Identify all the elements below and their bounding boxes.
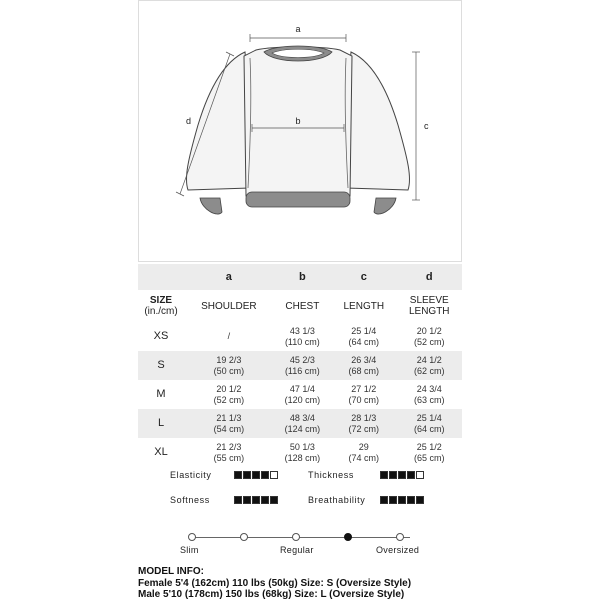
measurement-cm: (52 cm): [413, 336, 445, 347]
measure-a-label: a: [295, 24, 301, 34]
measurement-inches: 20 1/2: [216, 383, 242, 394]
rating-box-filled: [380, 471, 388, 479]
measurement-cm: (64 cm): [348, 336, 380, 347]
fit-scale: [176, 530, 436, 556]
header-chest: CHEST: [285, 300, 320, 312]
table-row: [138, 322, 462, 351]
fit-dot: [188, 533, 196, 541]
model-info-title: MODEL INFO:: [138, 566, 204, 577]
rating-box-filled: [389, 496, 397, 504]
measurement-cell: [397, 322, 463, 351]
table-corner: [138, 264, 184, 290]
size-header: [138, 290, 184, 322]
table-header-letters: [138, 264, 462, 290]
size-header-title: SIZE: [149, 295, 173, 306]
header-sleeve-length: SLEEVE LENGTH: [408, 295, 450, 317]
header-length: LENGTH: [343, 300, 385, 312]
rating-box-filled: [270, 496, 278, 504]
attr-breathability: [308, 495, 424, 505]
measurement-inches: 21 1/3: [216, 412, 242, 423]
measurement-cell: [331, 351, 396, 380]
rating-boxes: [380, 496, 424, 504]
rating-box-filled: [261, 496, 269, 504]
measurement-cell: [184, 380, 274, 409]
measurement-inches: 47 1/4: [289, 383, 315, 394]
measurement-inches: 50 1/3: [289, 441, 315, 452]
fit-dot: [240, 533, 248, 541]
measurement-cm: (116 cm): [284, 365, 320, 376]
measurement-cm: (52 cm): [213, 394, 245, 405]
table-row: [138, 380, 462, 409]
measurement-inches: 19 2/3: [216, 354, 242, 365]
measurement-inches: 25 1/4: [351, 325, 377, 336]
measurement-cm: (55 cm): [213, 452, 245, 463]
attr-label: Softness: [170, 495, 210, 505]
measurement-inches: 24 1/2: [416, 354, 442, 365]
size-header-unit: (in./cm): [144, 306, 178, 317]
attr-label: Elasticity: [170, 470, 212, 480]
fit-dot-selected: [344, 533, 352, 541]
measurement-cm: (72 cm): [348, 423, 380, 434]
table-row: [138, 409, 462, 438]
header-shoulder: SHOULDER: [201, 300, 257, 312]
rating-box-filled: [407, 496, 415, 504]
header-letter-a: a: [184, 264, 274, 290]
rating-box-filled: [252, 471, 260, 479]
measurement-cm: (54 cm): [213, 423, 245, 434]
measurement-cell: [274, 351, 331, 380]
rating-boxes: [380, 471, 424, 479]
measurement-cm: (124 cm): [284, 423, 321, 434]
measurement-cm: (50 cm): [213, 365, 245, 376]
rating-box-filled: [234, 496, 242, 504]
measurement-cm: (68 cm): [348, 365, 380, 376]
rating-box-filled: [243, 496, 251, 504]
model-info-female: Female 5'4 (162cm) 110 lbs (50kg) Size: S (Oversize Style): [138, 577, 412, 589]
measurement-cm: (74 cm): [348, 452, 380, 463]
header-letter-d: d: [397, 264, 463, 290]
measurement-inches: 24 3/4: [416, 383, 442, 394]
rating-box-filled: [416, 496, 424, 504]
measure-b-label: b: [295, 116, 301, 126]
rating-box-filled: [243, 471, 251, 479]
rating-boxes: [234, 471, 278, 479]
measurement-inches: 27 1/2: [351, 383, 377, 394]
rating-box-filled: [234, 471, 242, 479]
measurement-inches: 21 2/3: [216, 441, 242, 452]
fit-dot: [292, 533, 300, 541]
measurement-cell: [397, 409, 463, 438]
measurement-cell: [331, 409, 396, 438]
measurement-cell: [274, 380, 331, 409]
attr-softness: [170, 495, 278, 505]
measurement-inches: 45 2/3: [289, 354, 315, 365]
size-chart-table: [138, 264, 462, 467]
model-info-male: Male 5'10 (178cm) 150 lbs (68kg) Size: L (Oversize Style): [138, 589, 405, 600]
size-cell: M: [156, 388, 166, 400]
rating-box-filled: [389, 471, 397, 479]
size-cell: XL: [154, 446, 168, 458]
measurement-cm: (63 cm): [413, 394, 445, 405]
measurement-inches: 25 1/2: [416, 441, 442, 452]
measurement-cell: [331, 322, 396, 351]
rating-box-filled: [407, 471, 415, 479]
table-header-names: [138, 290, 462, 322]
sweatshirt-diagram: [138, 0, 462, 262]
rating-box-filled: [398, 471, 406, 479]
measurement-cm: (110 cm): [284, 336, 320, 347]
measurement-inches: 26 3/4: [351, 354, 377, 365]
measurement-cm: (65 cm): [413, 452, 445, 463]
fit-scale-line: [190, 537, 410, 538]
rating-box-empty: [270, 471, 278, 479]
fit-dot: [396, 533, 404, 541]
attr-label: Breathability: [308, 495, 366, 505]
size-cell: S: [138, 351, 184, 380]
measurement-cm: (128 cm): [284, 452, 321, 463]
fit-label-oversized: Oversized: [376, 545, 420, 555]
size-cell: XS: [153, 330, 169, 342]
measurement-inches: 25 1/4: [416, 412, 442, 423]
measure-c-label: c: [424, 121, 429, 131]
measurement-inches: 29: [358, 441, 369, 452]
measure-d-label: d: [186, 116, 192, 126]
rating-box-empty: [416, 471, 424, 479]
measurement-cell: [274, 322, 331, 351]
header-letter-c: c: [331, 264, 396, 290]
fit-label-regular: Regular: [280, 545, 314, 555]
measurement-inches: 48 3/4: [289, 412, 315, 423]
attr-label: Thickness: [308, 470, 354, 480]
measurement-cell: [274, 409, 331, 438]
measurement-cm: (64 cm): [413, 423, 445, 434]
measurement-cell: [184, 351, 274, 380]
model-info: [138, 566, 478, 600]
fit-label-slim: Slim: [180, 545, 199, 555]
attr-elasticity: [170, 470, 278, 480]
measurement-cell: [397, 380, 463, 409]
measurement-inches: 28 1/3: [351, 412, 377, 423]
measurement-cm: (70 cm): [348, 394, 380, 405]
fabric-attributes: [166, 462, 436, 522]
measurement-inches: 43 1/3: [289, 325, 315, 336]
waistband: [246, 192, 350, 207]
measurement-cell: [184, 322, 274, 351]
rating-box-filled: [398, 496, 406, 504]
measurement-inches: /: [227, 331, 231, 341]
table-body: [138, 322, 462, 467]
size-cell: L: [138, 409, 184, 438]
measurement-cell: [184, 409, 274, 438]
measurement-cell: [397, 351, 463, 380]
rating-box-filled: [261, 471, 269, 479]
rating-boxes: [234, 496, 278, 504]
measurement-cm: (120 cm): [284, 394, 321, 405]
rating-box-filled: [380, 496, 388, 504]
rating-box-filled: [252, 496, 260, 504]
header-letter-b: b: [274, 264, 331, 290]
measurement-cm: (62 cm): [413, 365, 445, 376]
measurement-inches: 20 1/2: [416, 325, 442, 336]
table-row: [138, 351, 462, 380]
measurement-cell: [331, 380, 396, 409]
attr-thickness: [308, 470, 424, 480]
